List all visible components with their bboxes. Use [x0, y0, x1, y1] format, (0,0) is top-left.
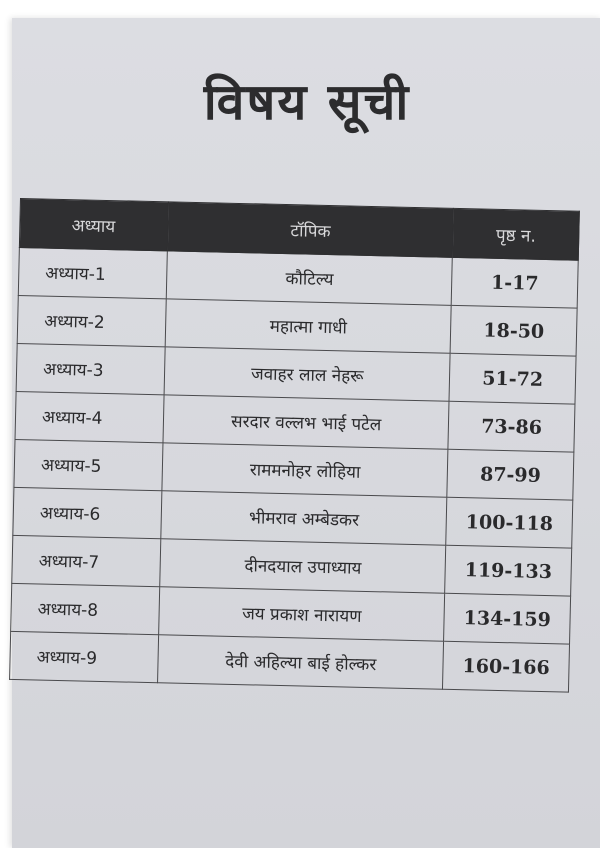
- pages-cell: 160-166: [443, 641, 570, 692]
- chapter-cell: अध्याय-3: [16, 343, 165, 394]
- pages-cell: 51-72: [449, 353, 576, 404]
- chapter-cell: अध्याय-6: [13, 487, 162, 538]
- chapter-cell: अध्याय-9: [10, 631, 159, 682]
- chapter-cell: अध्याय-2: [17, 295, 166, 346]
- topic-cell: महात्मा गाधी: [165, 299, 451, 353]
- pages-cell: 119-133: [445, 545, 572, 596]
- contents-table: [9, 198, 580, 693]
- topic-cell: राममनोहर लोहिया: [162, 443, 448, 497]
- pages-cell: 18-50: [450, 305, 577, 356]
- pages-cell: 87-99: [447, 449, 574, 500]
- pages-cell: 100-118: [446, 497, 573, 548]
- topic-cell: सरदार वल्लभ भाई पटेल: [163, 395, 449, 449]
- topic-cell: देवी अहिल्या बाई होल्कर: [158, 635, 444, 689]
- chapter-cell: अध्याय-8: [11, 583, 160, 634]
- header-topic: टॉपिक: [167, 202, 453, 257]
- pages-cell: 1-17: [452, 257, 579, 308]
- chapter-cell: अध्याय-1: [18, 247, 167, 298]
- header-page-number: पृष्ठ न.: [453, 208, 580, 260]
- topic-cell: जय प्रकाश नारायण: [159, 587, 445, 641]
- book-page: [12, 18, 600, 848]
- topic-cell: दीनदयाल उपाध्याय: [160, 539, 446, 593]
- chapter-cell: अध्याय-7: [12, 535, 161, 586]
- chapter-cell: अध्याय-4: [15, 391, 164, 442]
- header-chapter: अध्याय: [19, 199, 168, 251]
- chapter-cell: अध्याय-5: [14, 439, 163, 490]
- topic-cell: भीमराव अम्बेडकर: [161, 491, 447, 545]
- page-title: विषय सूची: [203, 73, 411, 131]
- pages-cell: 134-159: [444, 593, 571, 644]
- topic-cell: कौटिल्य: [166, 251, 452, 305]
- topic-cell: जवाहर लाल नेहरू: [164, 347, 450, 401]
- pages-cell: 73-86: [448, 401, 575, 452]
